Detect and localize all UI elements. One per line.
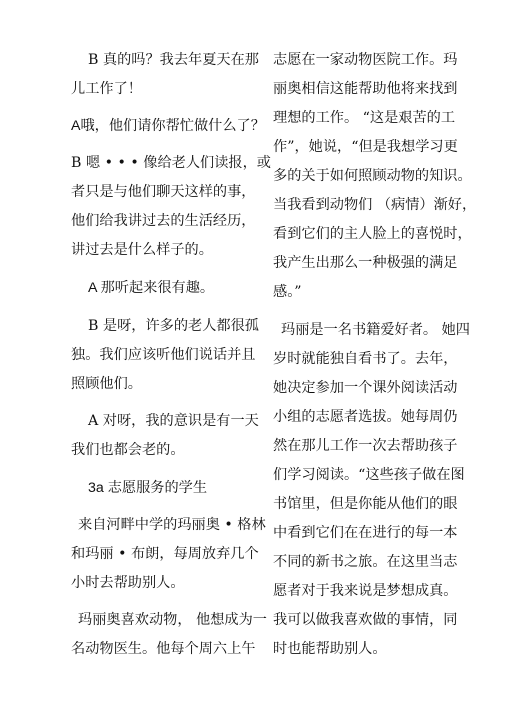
text-line: 丽奥相信这能帮助他将来找到	[273, 81, 458, 97]
text-line: B 真的吗？我去年夏天在那	[88, 52, 259, 68]
text-line: 照顾他们。	[71, 376, 142, 392]
text-line: A哦，他们请你帮忙做什么了？	[71, 118, 265, 134]
text-line: 愿者对于我来说是梦想成真。	[273, 583, 458, 599]
text-line: 小时去帮助别人。	[71, 575, 185, 591]
text-line: 我产生出那么一种极强的满足	[273, 255, 458, 271]
text-line: A 那听起来很有趣。	[88, 280, 215, 296]
text-line: 不同的新书之旅。在这里当志	[273, 554, 458, 570]
text-line: 儿工作了！	[71, 81, 142, 97]
text-line: 多的关于如何照顾动物的知识。	[273, 168, 472, 184]
text-line: 书馆里，但是你能从他们的眼	[273, 496, 458, 512]
text-line: A 对呀，我的意识是有一天	[88, 413, 259, 429]
text-line: 作”，她说，“但是我想学习更	[273, 139, 458, 155]
text-line: 我们也都会老的。	[71, 442, 185, 458]
text-line: 理想的工作。 “这是艰苦的工	[273, 110, 456, 126]
text-line: 名动物医生。他每个周六上午	[71, 641, 256, 657]
text-line: 中看到它们在在进行的每一本	[273, 525, 458, 541]
text-line: 她决定参加一个课外阅读活动	[273, 380, 458, 396]
text-line: 小组的志愿者选拔。她每周仍	[273, 409, 458, 425]
text-line: 看到它们的主人脸上的喜悦时，	[273, 226, 472, 242]
text-line: B 嗯 • • • 像给老人们读报，或	[71, 155, 271, 171]
text-line: 岁时就能独自看书了。去年，	[273, 351, 458, 367]
text-line: 和玛丽 • 布朗，每周放弃几个	[71, 546, 259, 562]
text-line: 志愿在一家动物医院工作。玛	[273, 52, 458, 68]
text-line: 他们给我讲过去的生活经历，	[71, 213, 256, 229]
text-line: 者只是与他们聊天这样的事，	[71, 184, 256, 200]
section-heading: 3a 志愿服务的学生	[88, 480, 208, 496]
text-line: 感。”	[273, 284, 302, 300]
text-line: 我可以做我喜欢做的事情，同	[273, 612, 458, 628]
text-line: 讲过去是什么样子的。	[71, 242, 213, 258]
text-line: 来自河畔中学的玛丽奥 • 格林	[78, 517, 266, 533]
text-line: 玛丽是一名书籍爱好者。 她四	[281, 322, 470, 338]
text-line: 们学习阅读。“这些孩子做在图	[273, 467, 465, 483]
text-line: 然在那儿工作一次去帮助孩子	[273, 438, 458, 454]
text-line: 独。我们应该听他们说话并且	[71, 347, 256, 363]
text-line: 玛丽奥喜欢动物， 他想成为一	[78, 612, 267, 628]
text-line: B 是呀，许多的老人都很孤	[88, 318, 259, 334]
text-line: 时也能帮助别人。	[273, 641, 387, 657]
text-line: 当我看到动物们 （病情）渐好，	[273, 197, 477, 213]
